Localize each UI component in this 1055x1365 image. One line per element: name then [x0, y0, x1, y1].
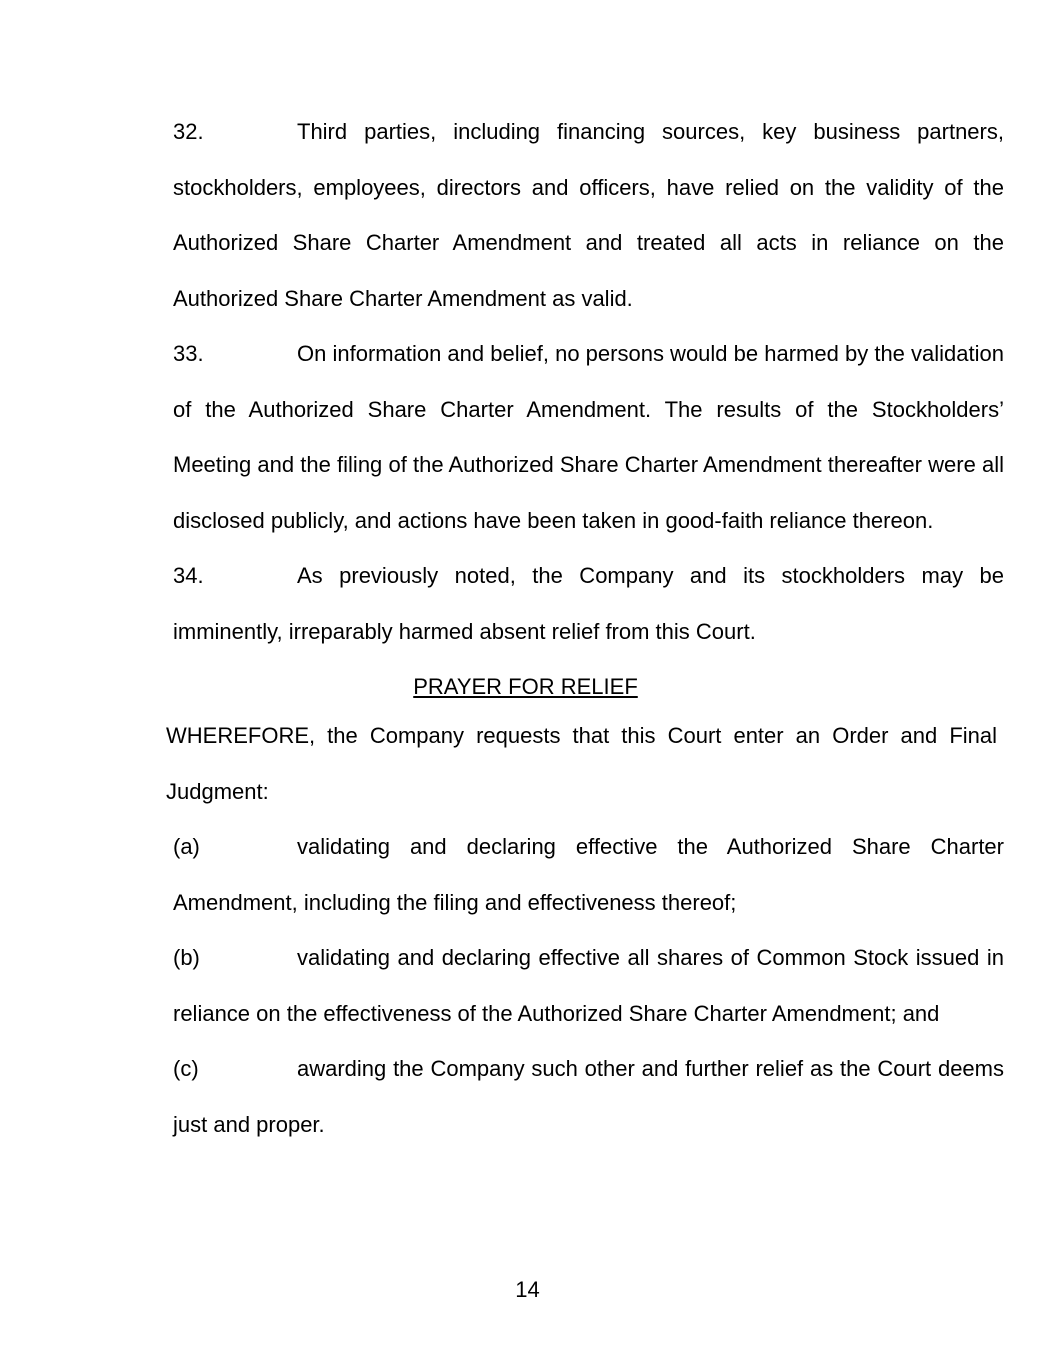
- item-label: (c): [173, 1056, 199, 1081]
- paragraph-33: [110, 326, 1004, 548]
- paragraph-number: 33.: [173, 341, 204, 366]
- prayer-item-b: [110, 930, 1004, 1041]
- page-number: 14: [515, 1277, 540, 1302]
- prayer-item-a: [110, 819, 1004, 930]
- paragraph-text: As previously noted, the Company and its stockholders may be imminently, irreparably harmed absent relief from this Court.: [173, 563, 1004, 644]
- paragraph-text: On information and belief, no persons would be harmed by the validation of the Authorized Share Charter Amendment. The results of the Stockholders’ Meeting and the filing of the Authorized Share Charter Amendment thereafter were all disclosed publicly, and actions have been taken in good-faith reliance thereon.: [173, 341, 1004, 533]
- paragraph-34: [110, 548, 1004, 659]
- paragraph-number: 32.: [173, 119, 204, 144]
- item-text: validating and declaring effective all shares of Common Stock issued in reliance on the effectiveness of the Authorized Share Charter Amendment; and: [173, 945, 1004, 1026]
- item-text: awarding the Company such other and further relief as the Court deems just and proper.: [173, 1056, 1004, 1137]
- paragraph-number: 34.: [173, 563, 204, 588]
- paragraph-text: Third parties, including financing sources, key business partners, stockholders, employees, directors and officers, have relied on the validity of the Authorized Share Charter Amendment and treated all acts in reliance on the Authorized Share Charter Amendment as valid.: [173, 119, 1004, 311]
- prayer-item-c: [110, 1041, 1004, 1152]
- item-text: validating and declaring effective the Authorized Share Charter Amendment, including the filing and effectiveness thereof;: [173, 834, 1004, 915]
- item-label: (b): [173, 945, 200, 970]
- prayer-intro: WHEREFORE, the Company requests that this Court enter an Order and Final Judgment:: [166, 723, 997, 804]
- section-heading: PRAYER FOR RELIEF: [413, 674, 638, 699]
- item-label: (a): [173, 834, 200, 859]
- paragraph-32: [110, 104, 1004, 326]
